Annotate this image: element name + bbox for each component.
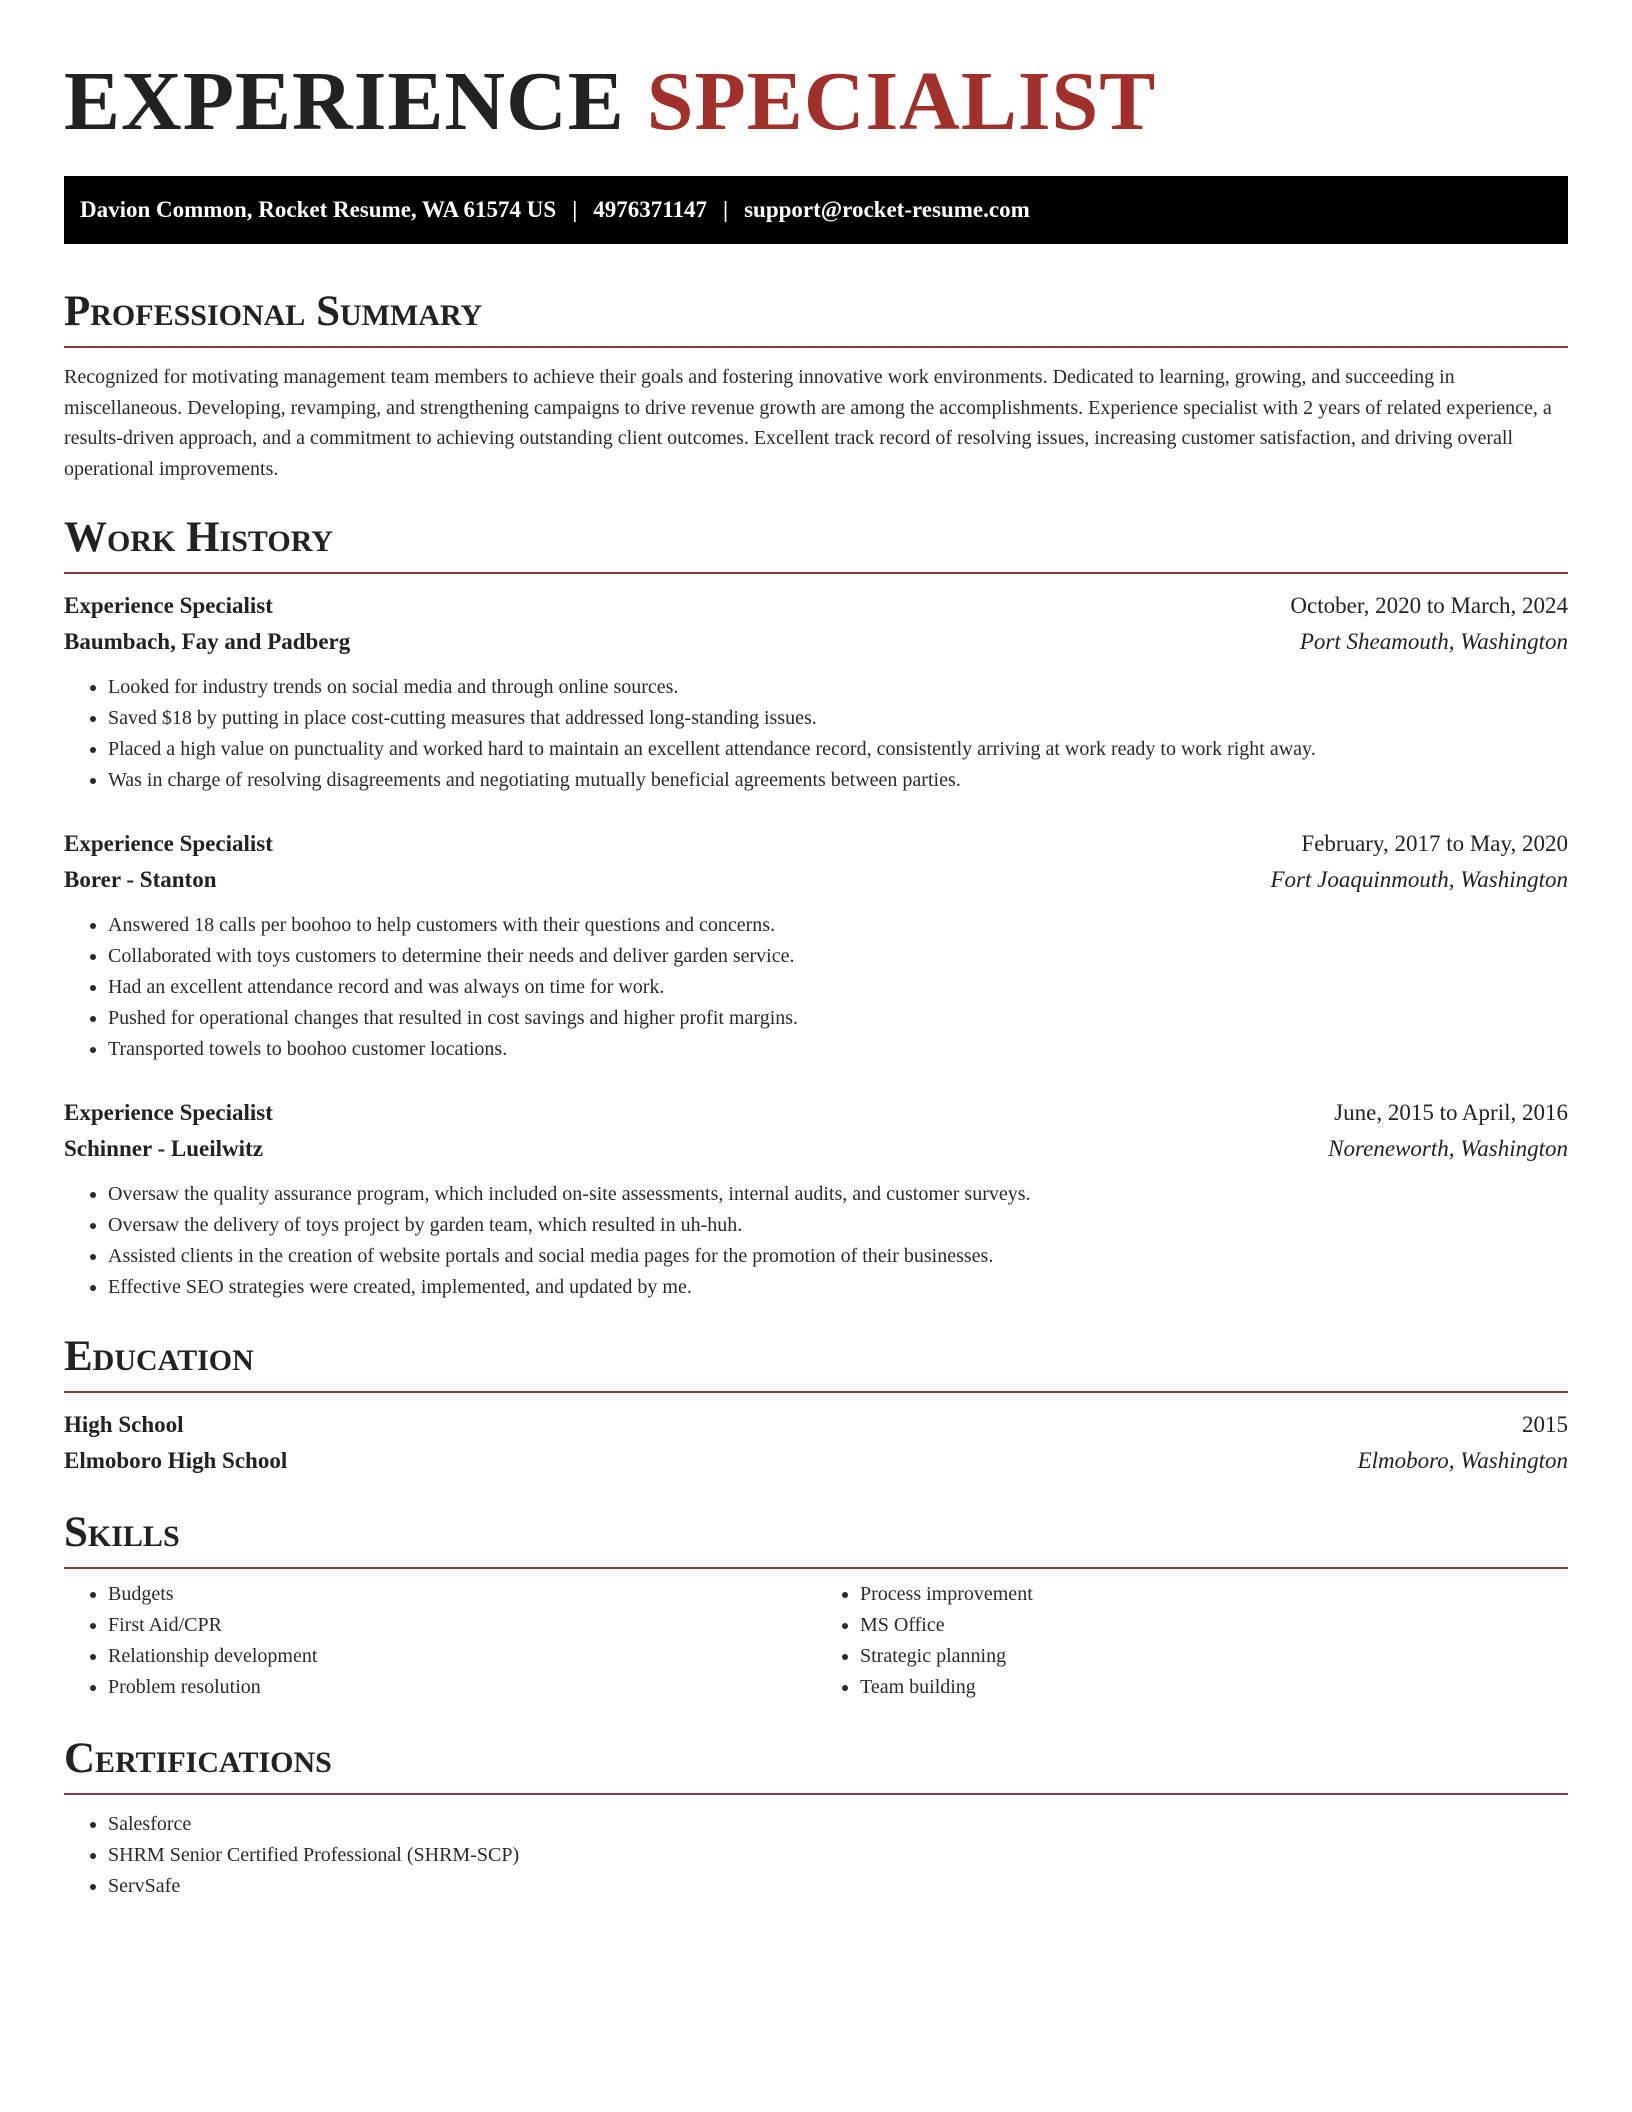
certifications-section (64, 1731, 1568, 1902)
job-location: Port Sheamouth, Washington (1299, 629, 1568, 654)
job-company-row (64, 862, 1568, 898)
title-part-1: EXPERIENCE (64, 55, 625, 148)
job-title-row (64, 588, 1568, 624)
list-item: • Answered 18 calls per boohoo to help customers with their questions and concerns. (108, 910, 1568, 941)
job-company: Baumbach, Fay and Padberg (64, 629, 351, 654)
job-title-row (64, 1095, 1568, 1131)
list-item: • Collaborated with toys customers to determine their needs and deliver garden service. (108, 941, 1568, 972)
contact-address: Davion Common, Rocket Resume, WA 61574 US (80, 197, 557, 222)
list-item: • Team building (860, 1672, 1568, 1703)
list-item: • Process improvement (860, 1579, 1568, 1610)
list-item: • Assisted clients in the creation of website portals and social media pages for the promotion of their businesses. (108, 1241, 1568, 1272)
section-divider (64, 572, 1568, 574)
education-degree: High School (64, 1412, 184, 1437)
skills-columns (64, 1579, 1568, 1703)
job-company-row (64, 1131, 1568, 1167)
list-item: • Transported towels to boohoo customer locations. (108, 1034, 1568, 1065)
list-item: • MS Office (860, 1610, 1568, 1641)
section-divider (64, 1793, 1568, 1795)
education-school-row (64, 1443, 1568, 1479)
job-location: Noreneworth, Washington (1328, 1136, 1568, 1161)
job-company: Schinner - Lueilwitz (64, 1136, 263, 1161)
summary-section (64, 284, 1568, 484)
education-entry (64, 1407, 1568, 1479)
contact-email: support@rocket-resume.com (744, 197, 1030, 222)
job-entry (64, 826, 1568, 1065)
job-title: Experience Specialist (64, 593, 273, 618)
section-divider (64, 346, 1568, 348)
list-item: • Budgets (108, 1579, 816, 1610)
list-item: • Relationship development (108, 1641, 816, 1672)
section-divider (64, 1567, 1568, 1569)
job-location: Fort Joaquinmouth, Washington (1270, 867, 1568, 892)
contact-separator: | (723, 197, 729, 222)
skills-heading: Skills (64, 1509, 180, 1556)
job-bullets (64, 1179, 1568, 1303)
job-bullets (64, 672, 1568, 796)
skills-list-right (816, 1579, 1568, 1703)
education-year: 2015 (1522, 1412, 1568, 1437)
list-item: • Salesforce (108, 1809, 1568, 1840)
contact-phone: 4976371147 (593, 197, 708, 222)
job-dates: June, 2015 to April, 2016 (1334, 1100, 1568, 1125)
list-item: • Pushed for operational changes that resulted in cost savings and higher profit margins. (108, 1003, 1568, 1034)
summary-heading: Professional Summary (64, 288, 483, 335)
list-item: • ServSafe (108, 1871, 1568, 1902)
job-title-row (64, 826, 1568, 862)
list-item: • SHRM Senior Certified Professional (SHRM-SCP) (108, 1840, 1568, 1871)
work-history-heading: Work History (64, 514, 333, 561)
job-company-row (64, 624, 1568, 660)
contact-bar (64, 176, 1568, 244)
education-school: Elmoboro High School (64, 1448, 288, 1473)
summary-text: Recognized for motivating management team members to achieve their goals and fostering innovative work environments. Dedicated to learning, growing, and succeeding in miscellaneous. Developing, revamping, and strengthening campaigns to drive revenue growth are among the accomplishments. Experience specialist with 2 years of related experience, a results-driven approach, and a commitment to achieving outstanding client outcomes. Excellent track record of resolving issues, increasing customer satisfaction, and driving overall operational improvements. (64, 366, 1552, 480)
contact-separator: | (572, 197, 578, 222)
job-bullets (64, 910, 1568, 1065)
list-item: • Problem resolution (108, 1672, 816, 1703)
job-title: Experience Specialist (64, 831, 273, 856)
skills-list-left (64, 1579, 816, 1703)
job-company: Borer - Stanton (64, 867, 217, 892)
list-item: • Strategic planning (860, 1641, 1568, 1672)
certifications-list (64, 1809, 1568, 1902)
list-item: • Oversaw the delivery of toys project by garden team, which resulted in uh-huh. (108, 1210, 1568, 1241)
section-divider (64, 1391, 1568, 1393)
job-title: Experience Specialist (64, 1100, 273, 1125)
job-dates: February, 2017 to May, 2020 (1301, 831, 1568, 856)
education-section (64, 1329, 1568, 1479)
job-entry (64, 1095, 1568, 1303)
list-item: • Was in charge of resolving disagreements and negotiating mutually beneficial agreements between parties. (108, 765, 1568, 796)
list-item: • Effective SEO strategies were created, implemented, and updated by me. (108, 1272, 1568, 1303)
title-part-2: SPECIALIST (646, 55, 1157, 148)
list-item: • Oversaw the quality assurance program, which included on-site assessments, internal audits, and customer surveys. (108, 1179, 1568, 1210)
list-item: • Had an excellent attendance record and was always on time for work. (108, 972, 1568, 1003)
list-item: • Saved $18 by putting in place cost-cutting measures that addressed long-standing issues. (108, 703, 1568, 734)
certifications-heading: Certifications (64, 1735, 332, 1782)
list-item: • Placed a high value on punctuality and worked hard to maintain an excellent attendance record, consistently arriving at work ready to work right away. (108, 734, 1568, 765)
education-heading: Education (64, 1333, 254, 1380)
list-item: • Looked for industry trends on social media and through online sources. (108, 672, 1568, 703)
job-dates: October, 2020 to March, 2024 (1290, 593, 1568, 618)
list-item: • First Aid/CPR (108, 1610, 816, 1641)
skills-section (64, 1505, 1568, 1703)
education-degree-row (64, 1407, 1568, 1443)
job-entry (64, 588, 1568, 796)
work-history-section (64, 510, 1568, 1303)
resume-title (64, 0, 1568, 146)
education-location: Elmoboro, Washington (1357, 1448, 1568, 1473)
